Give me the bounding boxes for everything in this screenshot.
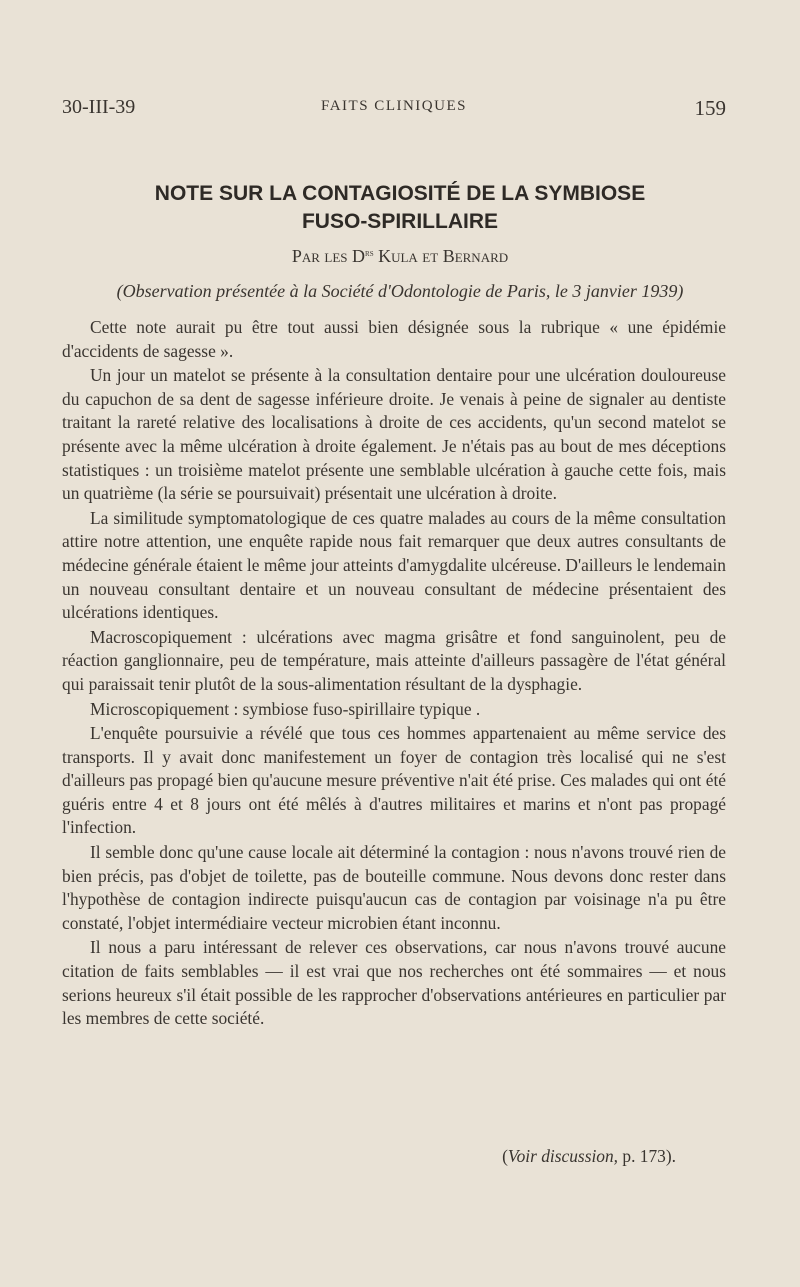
issue-date: 30-III-39 [62, 96, 136, 118]
paragraph: Il nous a paru intéressant de relever ces observations, car nous n'avons trouvé aucune citation de faits semblables — il est vrai que nos recherches ont été sommaires — et nous serions heureux s'il était possible de les rapprocher d'observations antérieures en particulier par les membres de cette société. [62, 937, 726, 1029]
paragraph: L'enquête poursuivie a révélé que tous ces hommes appartenaient au même service des transports. Il y avait donc manifestement un foyer de contagion très localisé qui ne s'est d'ailleurs pas propagé bien qu'aucune mesure préventive n'ait été prise. Ces malades qui ont été guéris entre 4 et 8 jours ont été mêlés à d'autres militaires et marins et n'ont pas propagé l'infection. [62, 723, 726, 838]
byline-prefix: Par les D [291, 246, 366, 266]
page-number: 159 [694, 96, 726, 120]
paragraph: Cette note aurait pu être tout aussi bien désignée sous la rubrique « une épidémie d'accidents de sagesse ». [62, 317, 726, 361]
byline-sup: rs [365, 248, 374, 259]
paragraph: Microscopiquement : symbiose fuso-spirillaire typique . [90, 698, 481, 719]
voir-italic: Voir discussion, [507, 1146, 619, 1166]
paragraph: La similitude symptomatologique de ces quatre malades au cours de la même consultation attire notre attention, une enquête rapide nous fait remarquer que deux autres consultants de médecine générale étaient le même jour atteints d'amygdalite ulcéreuse. D'ailleurs le lendemain un nouveau consultant dentaire et un nouveau consultant de médecine présentaient des ulcérations identiques. [62, 507, 726, 623]
paragraph: Macroscopiquement : ulcérations avec magma grisâtre et fond sanguinolent, peu de réaction ganglionnaire, peu de température, mais atteinte d'ailleurs passagère de l'état général qui paraissait tenir plutôt de la sous-alimentation résultant de la dysphagie. [62, 626, 726, 694]
title-line-2: FUSO-SPIRILLAIRE [301, 210, 498, 233]
article-body [62, 316, 726, 1031]
voir-open: ( [502, 1146, 508, 1166]
section-title: FAITS CLINIQUES [321, 98, 467, 114]
byline [60, 246, 740, 267]
voir-rest: p. 173). [618, 1146, 676, 1166]
byline-authors: Kula et Bernard [378, 246, 509, 266]
article-title [60, 180, 740, 236]
title-line-1: NOTE SUR LA CONTAGIOSITÉ DE LA SYMBIOSE [154, 182, 646, 205]
paragraph: Il semble donc qu'une cause locale ait déterminé la contagion : nous n'avons trouvé rien de bien précis, pas d'objet de toilette, pas de bouteille commune. Nous devons donc rester dans l'hypothèse de contagion indirecte puisqu'aucun cas de contagion par voisinage n'a pu être constaté, l'objet intermédiaire vecteur microbien étant inconnu. [62, 842, 726, 933]
discussion-reference [502, 1146, 676, 1167]
paragraph: Un jour un matelot se présente à la consultation dentaire pour une ulcération douloureuse du capuchon de sa dent de sagesse inférieure droite. Je venais à peine de signaler au dentiste traitant la rareté relative des localisations à droite de ces accidents, qu'un second matelot se présente avec la même ulcération à droite également. Je n'étais pas au bout de mes déceptions statistiques : un troisième matelot présente une semblable ulcération à gauche cette fois, mais un quatrième (la série se poursuivait) présentait une ulcération à droite. [62, 365, 726, 504]
running-head [62, 96, 726, 126]
presentation-note: (Observation présentée à la Société d'Odontologie de Paris, le 3 janvier 1939) [116, 281, 684, 301]
